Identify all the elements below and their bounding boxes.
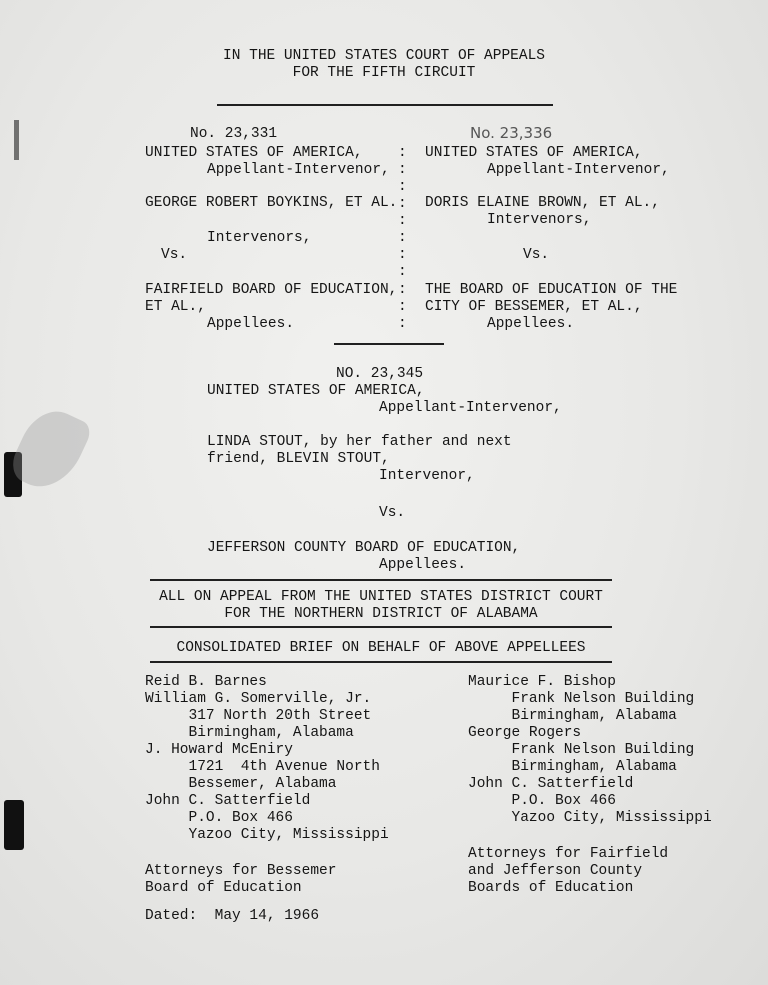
right-appellee-role: Appellees. <box>487 316 575 332</box>
header-rule <box>217 104 553 106</box>
left-appellant: UNITED STATES OF AMERICA, <box>145 145 363 161</box>
right-case-number-handwritten: No. 23,336 <box>470 124 553 142</box>
third-intervenor-role: Intervenor, <box>379 468 475 484</box>
caption-rule <box>334 343 444 345</box>
appeal-line2: FOR THE NORTHERN DISTRICT OF ALABAMA <box>224 606 538 622</box>
attorneys-right-line3: Boards of Education <box>468 880 634 896</box>
left-vs: Vs. <box>161 247 188 263</box>
appeal-line1: ALL ON APPEAL FROM THE UNITED STATES DISTRICT COURT <box>159 589 603 605</box>
left-appellee-role: Appellees. <box>207 316 295 332</box>
third-appellee-role: Appellees. <box>379 557 467 573</box>
third-vs: Vs. <box>379 505 406 521</box>
right-intervenor-role: Intervenors, <box>487 212 592 228</box>
third-case-number: NO. 23,345 <box>336 366 424 382</box>
document-page: IN THE UNITED STATES COURT OF APPEALS FOR THE FIFTH CIRCUIT No. 23,331 UNITED STATES OF AMERICA, Appellant-Intervenor, GEORGE ROBERT BOYKINS, ET AL. Intervenors, Vs. FAIRFIELD BOARD OF EDUCATION, ET AL., Appellees. : : : : : : : : : : : No. 23,336 UNITED STATES OF AMERICA, Appellant-Intervenor, DORIS ELAINE BROWN, ET AL., Intervenors, Vs. THE BOARD OF EDUCATION OF THE CITY OF BESSEMER, ET AL., Appellees. NO. 23,345 UNITED STATES OF AMERICA, Appellant-Intervenor, LINDA STOUT, by her father and next friend, BLEVIN STOUT, Intervenor, Vs. JEFFERSON COUNTY BOARD OF EDUCATION, Appellees. ALL ON APPEAL FROM THE UNITED STATES DISTRICT COURT FOR THE NORTHERN DISTRICT OF ALABAMA CONSOLIDATED BRIEF ON BEHALF OF ABOVE APPELLEES Reid B. Barnes William G. Somerville, Jr. 317 North 20th Street Birmingham, Alabama J. Howard McEniry 1721 4th Avenue North Bessemer, Alabama John C. Satterfield P.O. Box 466 Yazoo City, Mississippi Maurice F. Bishop Frank Nelson Building Birmingham, Alabama George Rogers Frank Nelson Building Birmingham, Alabama John C. Satterfield P.O. Box 466 Yazoo City, Mississippi Attorneys for Bessemer Board of Education Attorneys for Fairfield and Jefferson County Boards of Education Dated: May 14, 1966 <box>0 0 768 985</box>
brief-title: CONSOLIDATED BRIEF ON BEHALF OF ABOVE APPELLEES <box>176 640 586 656</box>
right-intervenor: DORIS ELAINE BROWN, ET AL., <box>425 195 660 211</box>
right-appellant: UNITED STATES OF AMERICA, <box>425 145 643 161</box>
third-appellant-role: Appellant-Intervenor, <box>379 400 562 416</box>
attorneys-left-line2: Board of Education <box>145 880 302 896</box>
third-appellee: JEFFERSON COUNTY BOARD OF EDUCATION, <box>207 540 521 556</box>
right-appellee-line2: CITY OF BESSEMER, ET AL., <box>425 299 643 315</box>
third-intervenor-line2: friend, BLEVIN STOUT, <box>207 451 390 467</box>
left-appellee-line2: ET AL., <box>145 299 206 315</box>
attorneys-right-line1: Attorneys for Fairfield <box>468 846 669 862</box>
right-appellee-line1: THE BOARD OF EDUCATION OF THE <box>425 282 678 298</box>
third-intervenor-line1: LINDA STOUT, by her father and next <box>207 434 512 450</box>
right-vs: Vs. <box>523 247 550 263</box>
court-name-line2: FOR THE FIFTH CIRCUIT <box>292 65 476 81</box>
left-appellee-line1: FAIRFIELD BOARD OF EDUCATION, <box>145 282 398 298</box>
scan-mark-left-low <box>4 800 24 850</box>
appeal-bottom-rule <box>150 626 612 628</box>
court-name-line1: IN THE UNITED STATES COURT OF APPEALS <box>223 48 545 64</box>
left-appellant-role: Appellant-Intervenor, <box>207 162 390 178</box>
left-case-number: No. 23,331 <box>190 126 278 142</box>
attorneys-left-line1: Attorneys for Bessemer <box>145 863 337 879</box>
third-appellant: UNITED STATES OF AMERICA, <box>207 383 425 399</box>
attorneys-right-line2: and Jefferson County <box>468 863 643 879</box>
appeal-top-rule <box>150 579 612 581</box>
date-line: Dated: May 14, 1966 <box>145 908 320 924</box>
left-intervenor-role: Intervenors, <box>207 230 312 246</box>
left-intervenor: GEORGE ROBERT BOYKINS, ET AL. <box>145 195 398 211</box>
scan-mark-left-top <box>14 120 19 160</box>
right-appellant-role: Appellant-Intervenor, <box>487 162 670 178</box>
brief-title-rule <box>150 661 612 663</box>
